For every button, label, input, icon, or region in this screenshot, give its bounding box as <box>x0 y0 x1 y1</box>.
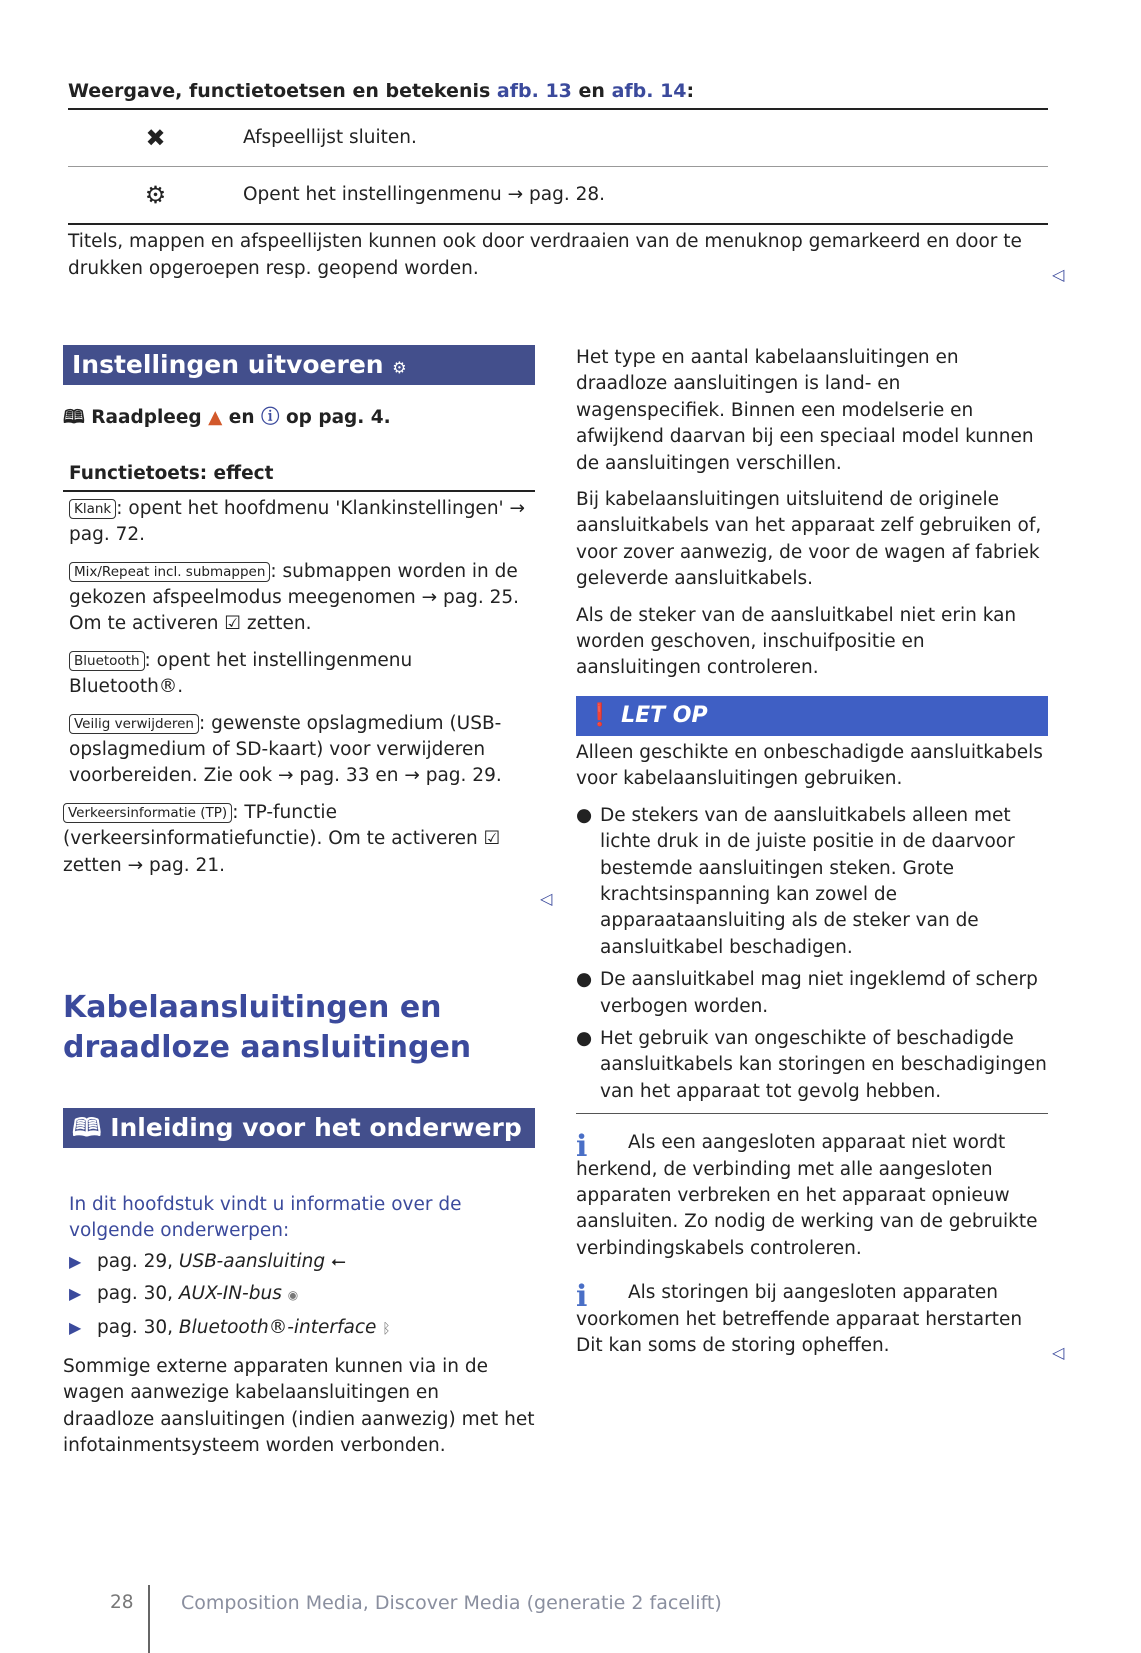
settings-icon: ⚙ <box>392 358 407 377</box>
list-item: Verkeersinformatie (TP) : TP-functie (verkeersinformatiefunctie). Om te activeren ☑ zetten → pag. 21. <box>63 801 501 876</box>
function-list <box>63 492 535 879</box>
end-marker-icon: ◁ <box>1052 265 1065 284</box>
figure-link[interactable]: afb. 14 <box>611 80 687 102</box>
book-icon: 🕮 <box>63 407 85 428</box>
chapter-title: Kabelaansluitingen en draadloze aansluitingen <box>63 990 472 1065</box>
intro-text: In dit hoofdstuk vindt u informatie over de volgende onderwerpen: <box>69 1194 462 1242</box>
list-item: Mix/Repeat incl. submappen : submappen worden in de gekozen afspeelmodus meegenomen → pag. 25. Om te activeren ☑ zetten. <box>69 560 520 635</box>
bluetooth-icon: ᛒ <box>382 1320 391 1337</box>
warning-text: Alleen geschikte en onbeschadigde aansluitkabels voor kabelaansluitingen gebruiken. <box>576 741 1043 790</box>
list-item: ● De aansluitkabel mag niet ingeklemd of scherp verbogen worden. <box>576 969 1038 1017</box>
end-marker-icon: ◁ <box>540 889 553 908</box>
body-text: Bij kabelaansluitingen uitsluitend de originele aansluitkabels van het apparaat zelf gebruiken of, voor zover aanwezig, de voor de wagen af fabriek geleverde aansluitkabels. <box>576 489 1042 590</box>
topic-link[interactable]: ▶ pag. 29, USB-aansluiting ⭠ <box>69 1249 535 1275</box>
function-heading: Functietoets: effect <box>63 461 535 491</box>
info-icon: ℹ <box>576 1129 588 1165</box>
arrow-icon: ▶ <box>69 1317 82 1337</box>
function-table <box>68 78 1048 292</box>
body-text: Sommige externe apparaten kunnen via in de wagen aanwezige kabelaansluitingen en draadloze aansluitingen (indien aanwezig) met het infotainmentsysteem worden verbonden. <box>63 1356 535 1457</box>
list-item: Klank : opent het hoofdmenu 'Klankinstellingen' → pag. 72. <box>69 497 526 546</box>
settings-icon: ⚙ <box>144 181 167 210</box>
right-column <box>576 345 1048 1369</box>
key-button: Bluetooth <box>69 651 145 671</box>
page-number: 28 <box>110 1592 134 1613</box>
key-button: Verkeersinformatie (TP) <box>63 803 232 823</box>
info-note: ℹ Als storingen bij aangesloten apparaten voorkomen het betreffende apparaat herstarten Dit kan soms de storing opheffen. <box>576 1279 1023 1356</box>
topic-link[interactable]: ▶ pag. 30, Bluetooth®-interface ᛒ <box>69 1315 535 1342</box>
table-row: ⚙ Opent het instellingenmenu → pag. 28. <box>68 167 1048 225</box>
warning-icon: ▲ <box>208 407 223 428</box>
intro-section <box>63 1108 535 1470</box>
left-column <box>63 345 535 889</box>
warning-header: ❗ LET OP <box>576 696 1048 736</box>
table-heading: Weergave, functietoetsen en betekenis afb. 13 en afb. 14: <box>68 78 1048 110</box>
book-icon: 🕮 <box>72 1113 102 1142</box>
notice-icon: ⓘ <box>260 407 280 428</box>
exclamation-icon: ❗ <box>586 702 614 728</box>
body-text: Als de steker van de aansluitkabel niet erin kan worden geschoven, inschuifpositie en aansluitingen controleren. <box>576 604 1017 679</box>
consult-line: 🕮 Raadpleeg ▲ en ⓘ op pag. 4. <box>63 407 391 428</box>
list-item: ● Het gebruik van ongeschikte of beschadigde aansluitkabels kan storingen en beschadigingen van het apparaat tot gevolg hebben. <box>576 1027 1047 1102</box>
section-header: Instellingen uitvoeren ⚙ <box>63 345 535 385</box>
info-icon: ℹ <box>576 1279 588 1315</box>
end-marker-icon: ◁ <box>1052 1343 1065 1362</box>
arrow-icon: ▶ <box>69 1284 82 1304</box>
topic-link[interactable]: ▶ pag. 30, AUX-IN-bus ◉ <box>69 1281 535 1308</box>
info-note: ℹ Als een aangesloten apparaat niet wordt herkend, de verbinding met alle aangesloten apparaten verbreken en het apparaat opnieuw aansluiten. Zo nodig de werking van de gebruikte verbindingskabels controleren. <box>576 1129 1038 1259</box>
usb-icon: ⭠ <box>331 1250 346 1272</box>
section-header: 🕮 Inleiding voor het onderwerp <box>63 1108 535 1148</box>
key-button: Veilig verwijderen <box>69 714 199 734</box>
list-item: Bluetooth : opent het instellingenmenu Bluetooth®. <box>69 649 413 698</box>
arrow-icon: ▶ <box>69 1251 82 1271</box>
key-button: Mix/Repeat incl. submappen <box>69 562 270 582</box>
list-item: ● De stekers van de aansluitkabels alleen met lichte druk in de juiste positie in de daarvoor bestemde aansluitingen steken. Grote krachtsinspanning kan zowel de apparaataansluiting als de steker van de aansluitkabel beschadigen. <box>576 804 1015 958</box>
table-row: ✖ Afspeellijst sluiten. <box>68 110 1048 167</box>
warning-bullets <box>576 803 1048 1114</box>
key-button: Klank <box>69 499 116 519</box>
body-text: Het type en aantal kabelaansluitingen en draadloze aansluitingen is land- en wagenspecifiek. Binnen een modelserie en afwijkend daarvan bij een speciaal model kunnen de aansluitingen verschillen. <box>576 347 1034 474</box>
note-text: Titels, mappen en afspeellijsten kunnen ook door verdraaien van de menuknop gemarkeerd en door te drukken opgeroepen resp. geopend worden. <box>68 231 1022 279</box>
list-item: Veilig verwijderen : gewenste opslagmedium (USB-opslagmedium of SD-kaart) voor verwijderen voorbereiden. Zie ook → pag. 33 en → pag. 29. <box>69 712 502 787</box>
aux-icon: ◉ <box>287 1288 299 1303</box>
figure-link[interactable]: afb. 13 <box>496 80 572 102</box>
footer-title: Composition Media, Discover Media (generatie 2 facelift) <box>181 1592 722 1614</box>
close-icon: ✖ <box>145 124 166 153</box>
